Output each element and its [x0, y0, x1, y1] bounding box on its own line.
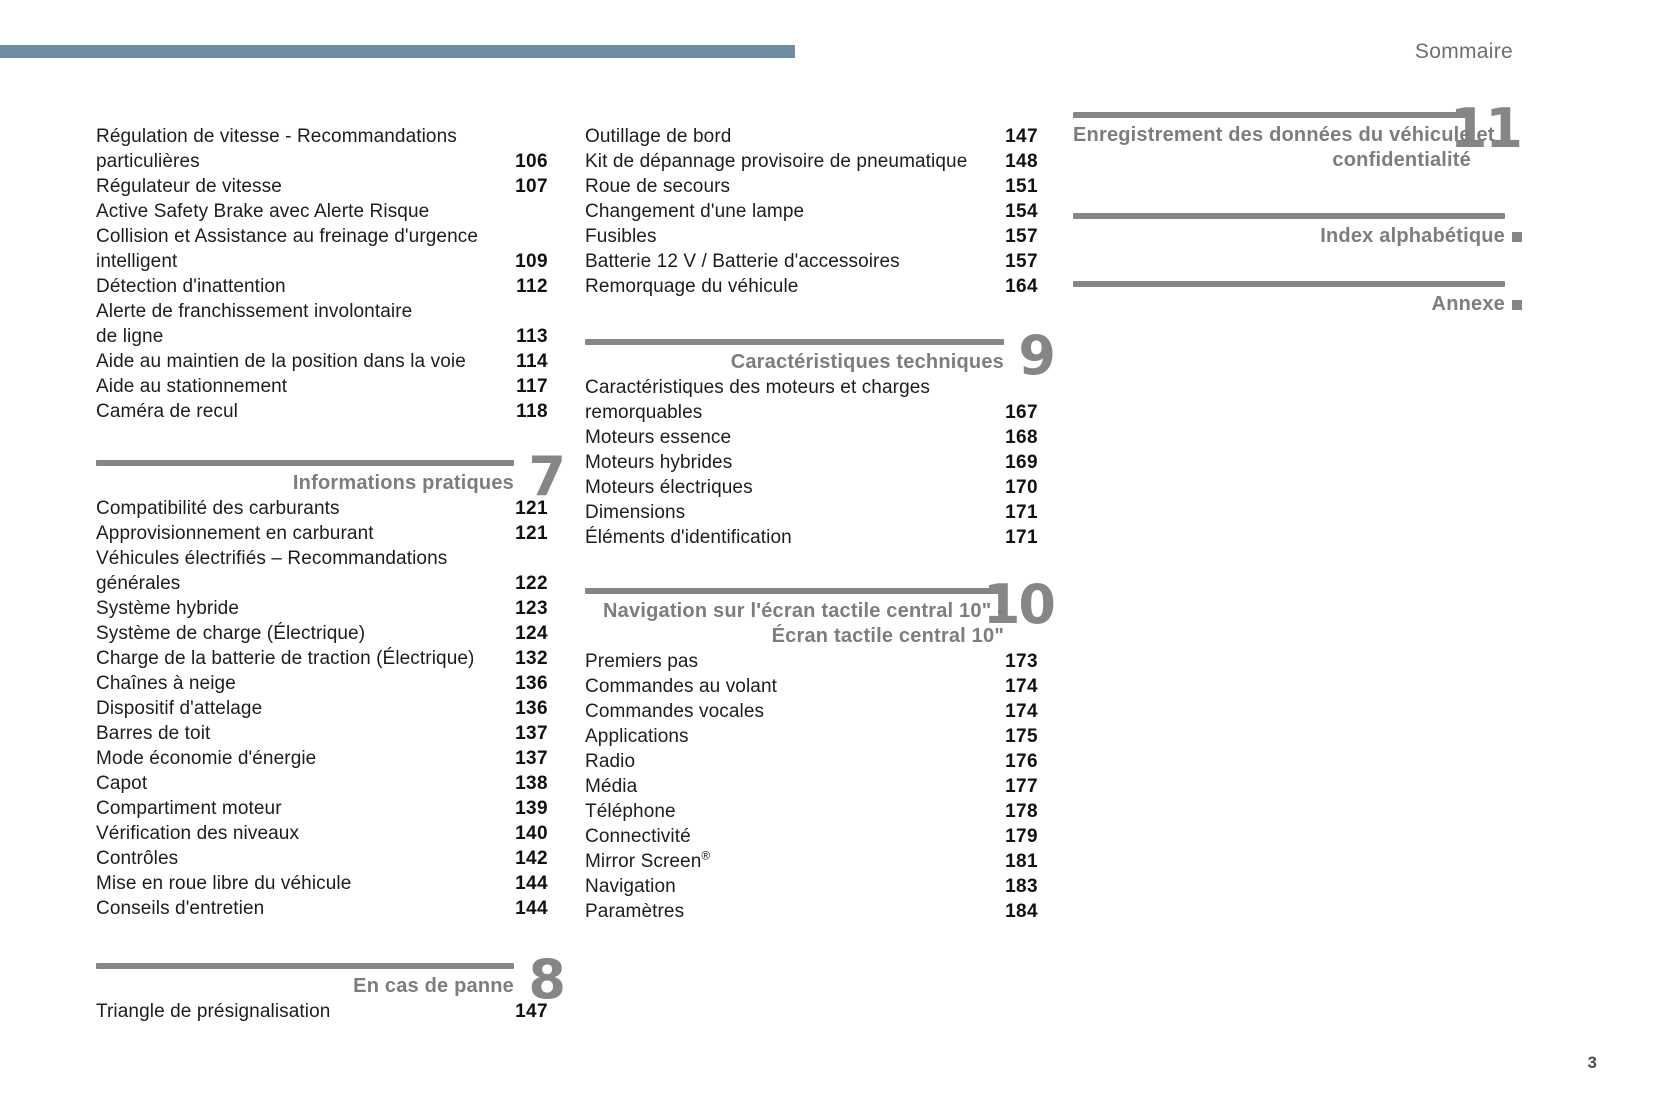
toc-entry-page: 112 [516, 276, 548, 297]
toc-entry[interactable] [585, 899, 1038, 924]
toc-entry-label: Fusibles [585, 226, 657, 247]
section-header [1073, 213, 1505, 249]
toc-entry-label: Approvisionnement en carburant [96, 523, 374, 544]
toc-entry-page: 138 [515, 773, 548, 794]
toc-entry-page: 132 [515, 648, 548, 669]
toc-entry-label: Vérification des niveaux [96, 823, 300, 844]
toc-entry[interactable] [96, 846, 548, 871]
toc-entry[interactable] [585, 699, 1038, 724]
toc-entry-page: 173 [1005, 651, 1038, 672]
section-number: 11 [1449, 97, 1521, 160]
toc-entry-page: 136 [515, 698, 548, 719]
toc-entry[interactable] [585, 724, 1038, 749]
toc-entry[interactable] [585, 425, 1038, 450]
toc-entry-page: 167 [1005, 402, 1038, 423]
toc-entry-label: Compatibilité des carburants [96, 498, 340, 519]
toc-entry-label: Régulation de vitesse - Recommandations particulières [96, 126, 457, 172]
toc-entry[interactable] [96, 746, 548, 771]
toc-entry[interactable] [585, 450, 1038, 475]
section-title: Index alphabétique [1073, 219, 1505, 249]
toc-entry-page: 109 [515, 251, 548, 272]
toc-entry[interactable] [585, 375, 1038, 425]
toc-entry-label: Connectivité [585, 826, 691, 847]
toc-entry-page: 157 [1005, 251, 1038, 272]
section-number: 7 [528, 445, 564, 508]
toc-entry-page: 117 [516, 376, 548, 397]
toc-entry-page: 171 [1005, 502, 1038, 523]
section-marker-square [1512, 300, 1522, 310]
toc-entry-label: Véhicules électrifiés – Recommandations générales [96, 548, 448, 594]
toc-entry-page: 154 [1005, 201, 1038, 222]
toc-entry-label: Paramètres [585, 901, 685, 922]
toc-column-3 [1073, 97, 1521, 317]
toc-entry-label: Dimensions [585, 502, 686, 523]
toc-entry-label: Éléments d'identification [585, 527, 792, 548]
toc-entry-page: 147 [1005, 126, 1038, 147]
toc-entry-page: 151 [1005, 176, 1038, 197]
toc-entry-label: Active Safety Brake avec Alerte Risque Collision et Assistance au freinage d'urgence intelligent [96, 201, 479, 272]
toc-entry[interactable] [96, 696, 548, 721]
toc-entry-group [96, 496, 548, 921]
toc-entry-label: Chaînes à neige [96, 673, 236, 694]
toc-entry-page: 140 [515, 823, 548, 844]
header-accent-bar [0, 45, 795, 58]
section-number: 8 [528, 948, 564, 1011]
toc-entry-page: 124 [515, 623, 548, 644]
toc-entry[interactable] [585, 799, 1038, 824]
toc-entry[interactable] [585, 500, 1038, 525]
toc-entry-page: 144 [515, 873, 548, 894]
toc-entry-label: Moteurs hybrides [585, 452, 733, 473]
section-number: 10 [982, 573, 1054, 636]
toc-entry-label: Navigation [585, 876, 676, 897]
section-title: Navigation sur l'écran tactile central 10" - Écran tactile central 10" [603, 600, 1004, 647]
toc-entry-page: 136 [515, 673, 548, 694]
toc-entry-page: 164 [1005, 276, 1038, 297]
toc-entry-label: Détection d'inattention [96, 276, 286, 297]
toc-entry[interactable] [585, 649, 1038, 674]
toc-entry-page: 137 [515, 723, 548, 744]
toc-entry-label: Média [585, 776, 638, 797]
section-title: Informations pratiques [292, 472, 514, 494]
toc-entry-label: Charge de la batterie de traction (Électrique) [96, 648, 475, 669]
toc-entry-page: 139 [515, 798, 548, 819]
toc-entry-label: Capot [96, 773, 148, 794]
toc-entry-label: Applications [585, 726, 689, 747]
toc-entry-page: 121 [515, 523, 548, 544]
section-title: Caractéristiques techniques [730, 351, 1004, 373]
toc-entry[interactable] [96, 621, 548, 646]
toc-entry-label: Caméra de recul [96, 401, 238, 422]
toc-entry[interactable] [96, 274, 548, 299]
toc-entry-page: 147 [515, 1001, 548, 1022]
toc-entry[interactable] [96, 124, 548, 174]
toc-entry-label: Changement d'une lampe [585, 201, 805, 222]
page-title: Sommaire [1414, 40, 1513, 63]
toc-entry-page: 144 [515, 898, 548, 919]
section-header [96, 445, 564, 508]
toc-entry-label: Moteurs essence [585, 427, 732, 448]
toc-entry-page: 177 [1005, 776, 1038, 797]
toc-entry[interactable] [96, 596, 548, 621]
toc-entry-label: Compartiment moteur [96, 798, 282, 819]
toc-entry[interactable] [96, 646, 548, 671]
toc-entry[interactable] [96, 671, 548, 696]
toc-entry-label: Remorquage du véhicule [585, 276, 799, 297]
toc-entry[interactable] [96, 521, 548, 546]
toc-entry-label: Conseils d'entretien [96, 898, 265, 919]
page-number: 3 [1587, 1053, 1597, 1072]
toc-entry-group [585, 124, 1038, 299]
toc-entry-page: 178 [1005, 801, 1038, 822]
toc-entry-label: Régulateur de vitesse [96, 176, 282, 197]
toc-entry-label: Triangle de présignalisation [96, 1001, 331, 1022]
toc-entry[interactable] [585, 674, 1038, 699]
toc-entry-page: 174 [1005, 676, 1038, 697]
toc-entry[interactable] [96, 496, 548, 521]
toc-entry-label: Commandes vocales [585, 701, 765, 722]
toc-entry[interactable] [585, 475, 1038, 500]
toc-entry-label: Moteurs électriques [585, 477, 753, 498]
toc-entry-page: 137 [515, 748, 548, 769]
toc-entry-label: Outillage de bord [585, 126, 732, 147]
section-marker-square [1512, 232, 1522, 242]
toc-entry-page: 171 [1005, 527, 1038, 548]
toc-entry-group [96, 999, 548, 1024]
toc-entry-page: 169 [1005, 452, 1038, 473]
toc-entry-page: 123 [515, 598, 548, 619]
toc-entry-label: Commandes au volant [585, 676, 778, 697]
toc-entry-page: 122 [515, 573, 548, 594]
toc-entry[interactable] [96, 399, 548, 424]
toc-entry-label: Système hybride [96, 598, 240, 619]
toc-entry-page: 113 [516, 326, 548, 347]
toc-entry-label: Batterie 12 V / Batterie d'accessoires [585, 251, 900, 272]
toc-entry-page: 183 [1005, 876, 1038, 897]
toc-column-1 [96, 124, 564, 1024]
toc-entry-label: Roue de secours [585, 176, 731, 197]
toc-entry-label: Premiers pas [585, 651, 699, 672]
toc-entry-page: 142 [515, 848, 548, 869]
toc-entry-label: Kit de dépannage provisoire de pneumatique [585, 151, 968, 172]
toc-entry[interactable] [585, 149, 1038, 174]
toc-entry[interactable] [96, 199, 548, 274]
toc-entry[interactable] [585, 124, 1038, 149]
toc-entry-group [96, 124, 548, 424]
toc-entry[interactable] [96, 721, 548, 746]
toc-entry[interactable] [96, 796, 548, 821]
toc-entry[interactable] [585, 824, 1038, 849]
toc-entry-group [585, 375, 1038, 550]
toc-entry-page: 170 [1005, 477, 1038, 498]
toc-entry-page: 184 [1005, 901, 1038, 922]
toc-entry[interactable] [96, 999, 548, 1024]
toc-entry-group [585, 649, 1038, 924]
toc-entry[interactable] [96, 374, 548, 399]
toc-entry[interactable] [585, 224, 1038, 249]
toc-entry-page: 179 [1005, 826, 1038, 847]
toc-entry[interactable] [585, 849, 1038, 874]
toc-entry-label: Aide au stationnement [96, 376, 288, 397]
toc-entry-label: Aide au maintien de la position dans la voie [96, 351, 466, 372]
toc-entry-label: Alerte de franchissement involontaire de ligne [96, 301, 413, 347]
toc-entry-page: 181 [1005, 851, 1038, 872]
toc-entry-page: 157 [1005, 226, 1038, 247]
toc-entry[interactable] [96, 174, 548, 199]
toc-entry[interactable] [585, 249, 1038, 274]
section-header [585, 573, 1054, 649]
section-number: 9 [1018, 324, 1054, 387]
toc-entry-label: Mirror Screen® [585, 848, 711, 872]
toc-entry[interactable] [96, 299, 548, 349]
toc-entry-label: Contrôles [96, 848, 179, 869]
toc-entry[interactable] [96, 896, 548, 921]
toc-entry[interactable] [96, 771, 548, 796]
toc-entry-page: 168 [1005, 427, 1038, 448]
section-header [96, 948, 564, 1011]
toc-entry[interactable] [585, 525, 1038, 550]
toc-entry-page: 176 [1005, 751, 1038, 772]
toc-entry[interactable] [585, 874, 1038, 899]
toc-entry-page: 118 [516, 401, 548, 422]
toc-entry-page: 114 [516, 351, 548, 372]
section-title: Enregistrement des données du véhicule et confidentialité [1073, 124, 1495, 171]
toc-entry-page: 148 [1005, 151, 1038, 172]
toc-entry[interactable] [585, 199, 1038, 224]
toc-entry-page: 174 [1005, 701, 1038, 722]
toc-entry-page: 106 [515, 151, 548, 172]
toc-entry-label: Dispositif d'attelage [96, 698, 263, 719]
toc-entry[interactable] [96, 871, 548, 896]
toc-entry[interactable] [585, 774, 1038, 799]
toc-entry-page: 107 [515, 176, 548, 197]
registered-trademark-symbol: ® [701, 848, 711, 863]
section-header [1073, 281, 1505, 317]
toc-entry[interactable] [96, 546, 548, 596]
toc-entry-label: Mode économie d'énergie [96, 748, 317, 769]
section-title: Annexe [1073, 287, 1505, 317]
toc-entry[interactable] [585, 274, 1038, 299]
toc-entry-label: Système de charge (Électrique) [96, 623, 366, 644]
toc-entry-page: 175 [1005, 726, 1038, 747]
section-title: En cas de panne [353, 975, 514, 997]
section-header [1073, 97, 1521, 173]
toc-entry[interactable] [96, 821, 548, 846]
toc-entry-label: Radio [585, 751, 636, 772]
toc-entry-label: Caractéristiques des moteurs et charges remorquables [585, 377, 930, 423]
toc-entry-page: 121 [515, 498, 548, 519]
toc-entry-label: Barres de toit [96, 723, 211, 744]
toc-entry[interactable] [96, 349, 548, 374]
toc-entry-label: Téléphone [585, 801, 676, 822]
toc-column-2 [585, 124, 1054, 924]
toc-entry[interactable] [585, 174, 1038, 199]
toc-entry[interactable] [585, 749, 1038, 774]
toc-entry-label: Mise en roue libre du véhicule [96, 873, 352, 894]
section-header [585, 324, 1054, 387]
